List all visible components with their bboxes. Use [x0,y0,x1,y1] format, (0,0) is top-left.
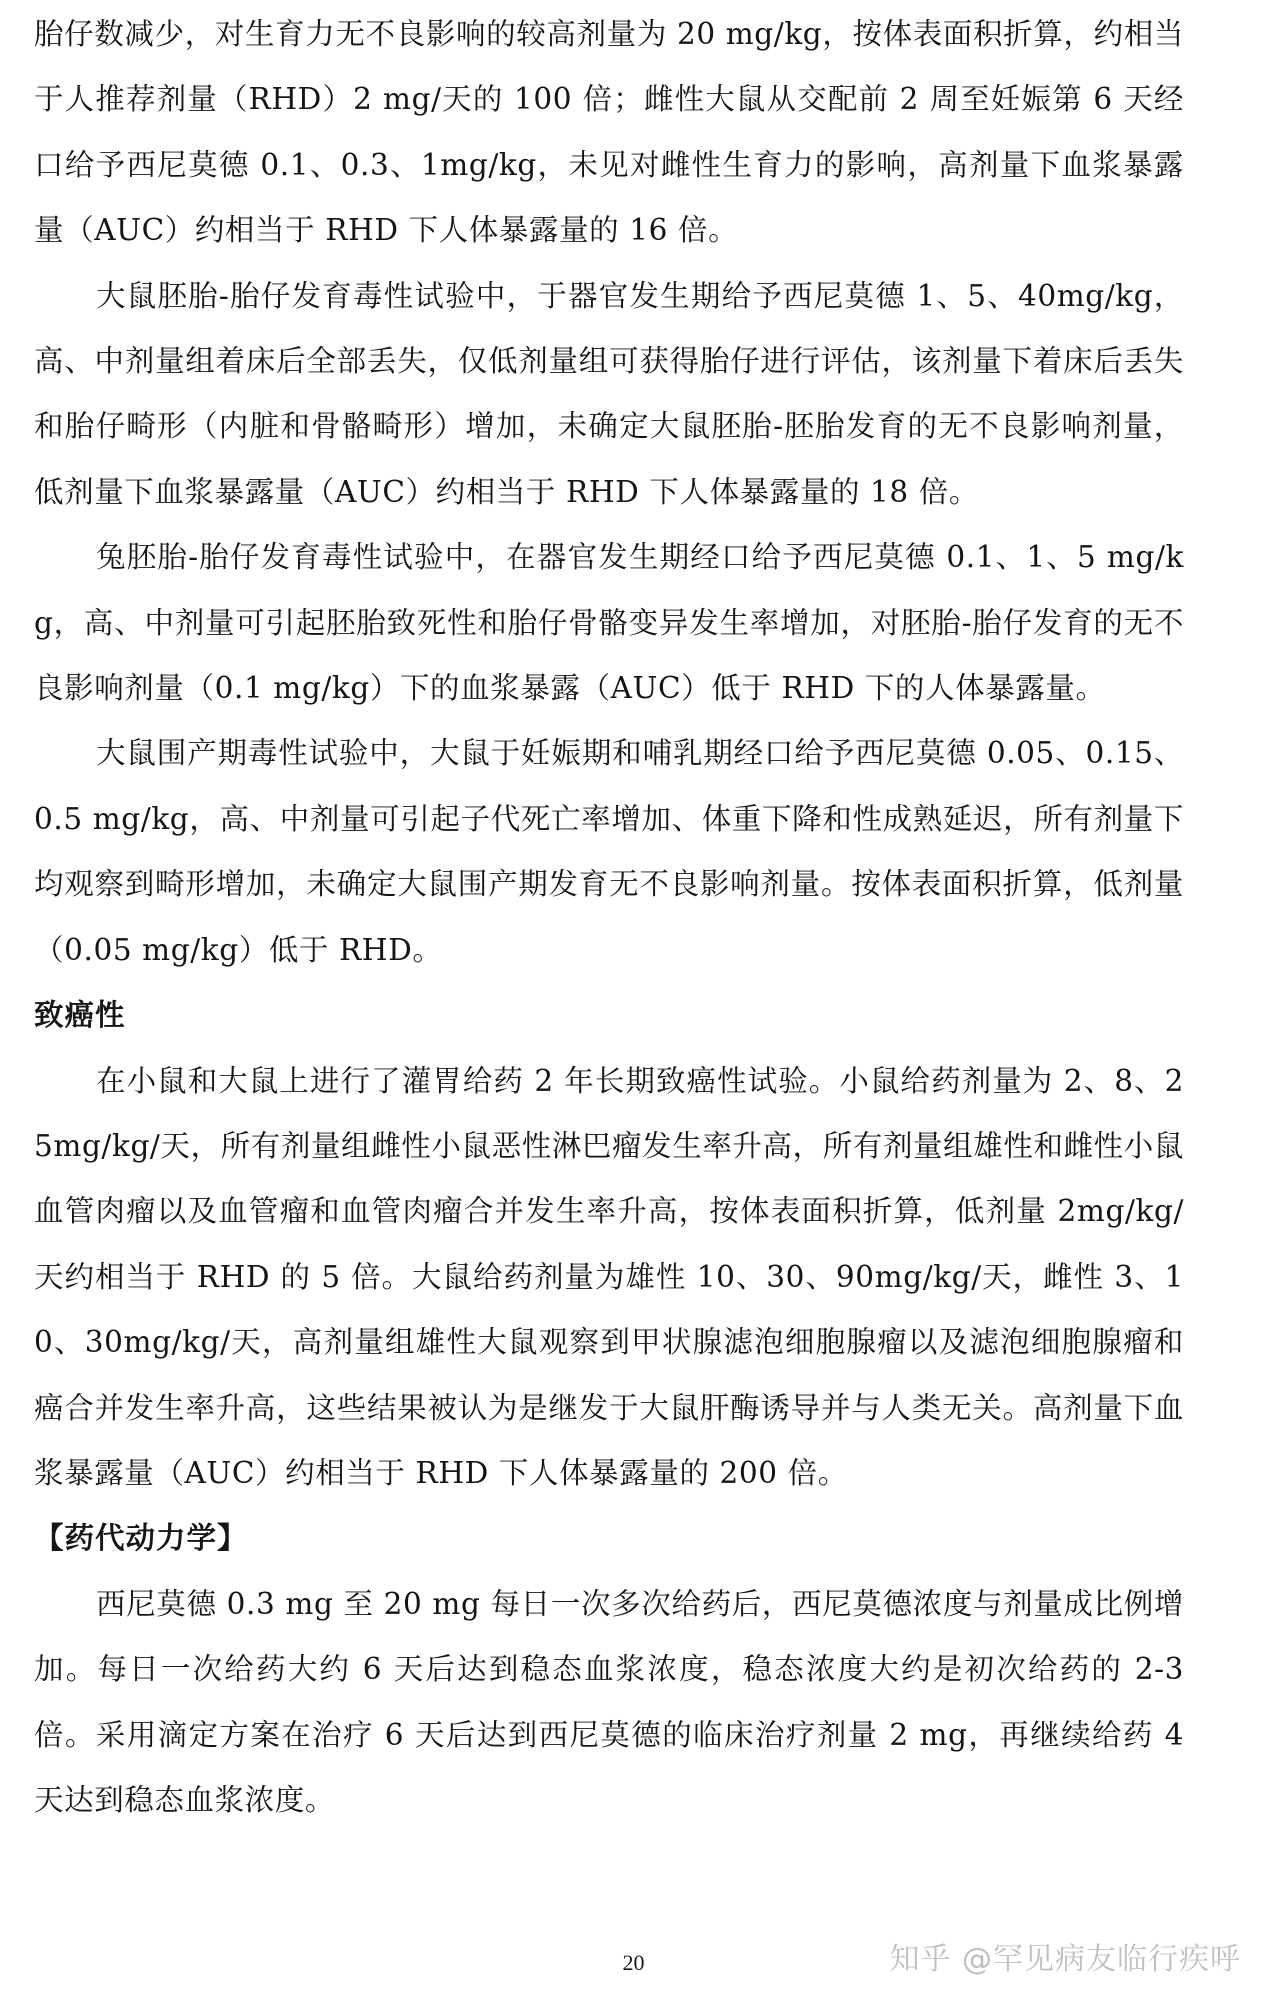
paragraph-rat-embryo-fetal: 大鼠胚胎-胎仔发育毒性试验中，于器官发生期给予西尼莫德 1、5、40mg/kg，高、中剂量组着床后全部丢失，仅低剂量组可获得胎仔进行评估，该剂量下着床后丢失和胎仔畸形（内脏和骨骼畸形）增加，未确定大鼠胚胎-胚胎发育的无不良影响剂量，低剂量下血浆暴露量（AUC）约相当于 RHD 下人体暴露量的 18 倍。 [34,278,1184,509]
paragraph-rabbit-embryo-fetal: 兔胚胎-胎仔发育毒性试验中，在器官发生期经口给予西尼莫德 0.1、1、5 mg/kg，高、中剂量可引起胚胎致死性和胎仔骨骼变异发生率增加，对胚胎-胎仔发育的无不良影响剂量（0.1 mg/kg）下的血浆暴露（AUC）低于 RHD 下的人体暴露量。 [34,540,1184,706]
paragraph-carcinogenicity: 在小鼠和大鼠上进行了灌胃给药 2 年长期致癌性试验。小鼠给药剂量为 2、8、25mg/kg/天，所有剂量组雌性小鼠恶性淋巴瘤发生率升高，所有剂量组雄性和雌性小鼠血管肉瘤以及血管瘤和血管肉瘤合并发生率升高，按体表面积折算，低剂量 2mg/kg/天约相当于 RHD 的 5 倍。大鼠给药剂量为雄性 10、30、90mg/kg/天，雌性 3、10、30mg/kg/天，高剂量组雄性大鼠观察到甲状腺滤泡细胞腺瘤以及滤泡细胞腺瘤和癌合并发生率升高，这些结果被认为是继发于大鼠肝酶诱导并与人类无关。高剂量下血浆暴露量（AUC）约相当于 RHD 下人体暴露量的 200 倍。 [34,1063,1184,1490]
section-heading-pharmacokinetics: 【药代动力学】 [34,1521,248,1556]
section-heading-carcinogenicity: 致癌性 [34,998,126,1033]
watermark-text: 知乎 @罕见病友临行疾呼 [889,1942,1241,1977]
paragraph-rat-perinatal: 大鼠围产期毒性试验中，大鼠于妊娠期和哺乳期经口给予西尼莫德 0.05、0.15、0.5 mg/kg，高、中剂量可引起子代死亡率增加、体重下降和性成熟延迟，所有剂量下均观察到畸形增加，未确定大鼠围产期发育无不良影响剂量。按体表面积折算，低剂量（0.05 mg/kg）低于 RHD。 [34,736,1184,967]
page-number: 20 [622,1950,645,1975]
paragraph-fertility-continued: 胎仔数减少，对生育力无不良影响的较高剂量为 20 mg/kg，按体表面积折算，约相当于人推荐剂量（RHD）2 mg/天的 100 倍；雌性大鼠从交配前 2 周至妊娠第 6 天经口给予西尼莫德 0.1、0.3、1mg/kg，未见对雌性生育力的影响，高剂量下血浆暴露量（AUC）约相当于 RHD 下人体暴露量的 16 倍。 [34,17,1184,248]
paragraph-pharmacokinetics: 西尼莫德 0.3 mg 至 20 mg 每日一次多次给药后，西尼莫德浓度与剂量成比例增加。每日一次给药大约 6 天后达到稳态血浆浓度，稳态浓度大约是初次给药的 2-3 倍。采用滴定方案在治疗 6 天后达到西尼莫德的临床治疗剂量 2 mg，再继续给药 4 天达到稳态血浆浓度。 [34,1586,1184,1817]
document-body [34,2,1184,1833]
